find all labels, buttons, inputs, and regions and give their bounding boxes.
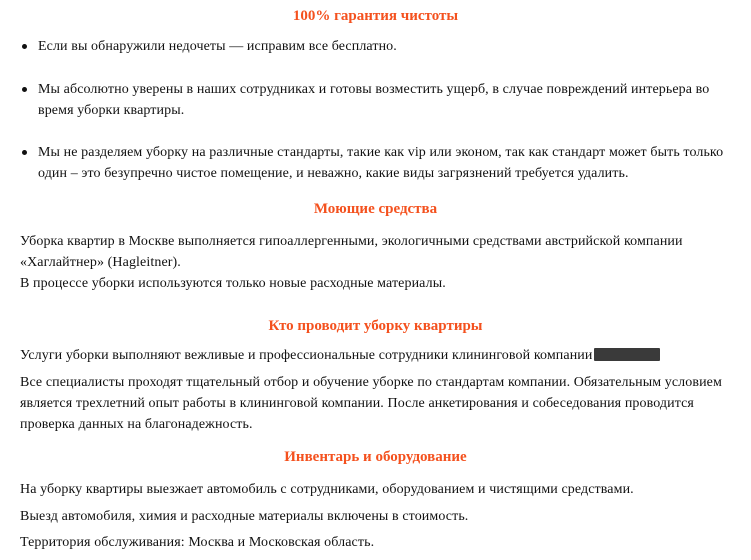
bullet-icon (22, 150, 27, 155)
paragraph: На уборку квартиры выезжает автомобиль с сотрудниками, оборудованием и чистящими средствами. (20, 482, 634, 497)
heading-guarantee: 100% гарантия чистоты (292, 8, 459, 24)
list-item: Мы абсолютно уверены в наших сотрудниках и готовы возместить ущерб, в случае повреждений интерьера во время уборки квартиры. (38, 82, 710, 118)
heading-equipment: Инвентарь и оборудование (284, 449, 467, 465)
paragraph: В процессе уборки используются только новые расходные материалы. (20, 276, 446, 291)
paragraph-with-redaction (20, 345, 735, 366)
bullet-icon (22, 44, 27, 49)
bullet-icon (22, 87, 27, 92)
paragraph-text: Услуги уборки выполняют вежливые и профессиональные сотрудники клининговой компании (20, 348, 593, 363)
paragraph: Все специалисты проходят тщательный отбор и обучение уборке по стандартам компании. Обязательным условием является трехлетний опыт работы в клининговой компании. После анкетирования и собеседования проводится проверка данных на благонадежность. (20, 375, 722, 432)
paragraph: Территория обслуживания: Москва и Московская область. (20, 535, 375, 550)
list-item: Если вы обнаружили недочеты — исправим все бесплатно. (38, 39, 397, 54)
paragraph: Выезд автомобиля, химия и расходные материалы включены в стоимость. (20, 509, 469, 524)
heading-who-cleans: Кто проводит уборку квартиры (268, 318, 483, 334)
redacted-company-name (594, 348, 660, 361)
heading-detergents: Моющие средства (313, 201, 438, 217)
paragraph: Уборка квартир в Москве выполняется гипоаллергенными, экологичными средствами австрийской компании «Хаглайтнер» (Hagleitner). (20, 234, 683, 270)
list-item: Мы не разделяем уборку на различные стандарты, такие как vip или эконом, так как стандарт может быть только один – это безупречно чистое помещение, и неважно, какие виды загрязнений требуется удалить. (38, 145, 724, 181)
